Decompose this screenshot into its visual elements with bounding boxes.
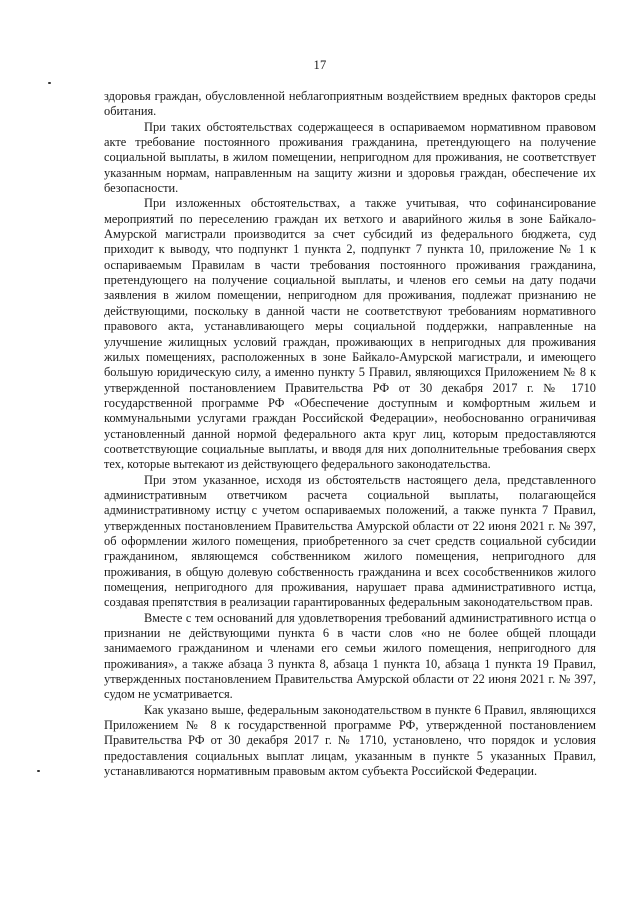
paragraph: При этом указанное, исходя из обстоятельств настоящего дела, представленного административным ответчиком расчета социальной выплаты, полагающейся административному истцу с учетом оспариваемых положений, а также пункта 7 Правил, утвержденных постановлением Правительства Амурской области от 22 июня 2021 г. № 397, об оформлении жилого помещения, приобретенного за счет средств социальной субсидии гражданином, являющемся собственником жилого помещения, непригодного для проживания, в общую долевую собственность гражданина и всех сособственников жилого помещения, непригодного для проживания, нарушает права административного истца, создавая препятствия в реализации гарантированных федеральным законодательством прав. — [104, 472, 596, 610]
scan-mark-bottom — [37, 770, 40, 772]
page-number: 17 — [313, 58, 327, 72]
document-body — [104, 89, 596, 779]
paragraph-continuation: здоровья граждан, обусловленной неблагоприятным воздействием вредных факторов среды обитания. — [104, 89, 596, 119]
paragraph: Вместе с тем оснований для удовлетворения требований административного истца о признании не действующими пункта 6 в части слов «но не более общей площади занимаемого гражданином и членами его семьи жилого помещения, непригодного для проживания», а также абзаца 3 пункта 8, абзаца 1 пункта 10, абзаца 1 пункта 19 Правил, утвержденных постановлением Правительства Амурской области от 22 июня 2021 г. № 397, судом не усматривается. — [104, 610, 596, 702]
scan-mark-top — [48, 82, 51, 84]
paragraph: Как указано выше, федеральным законодательством в пункте 6 Правил, являющихся Приложением № 8 к государственной программе РФ, утвержденной постановлением Правительства РФ от 30 декабря 2017 г. № 1710, установлено, что порядок и условия предоставления социальных выплат лицам, указанным в пункте 5 указанных Правил, устанавливаются нормативным правовым актом субъекта Российской Федерации. — [104, 702, 596, 779]
paragraph: При таких обстоятельствах содержащееся в оспариваемом нормативном правовом акте требование постоянного проживания гражданина, претендующего на получение социальной выплаты, в жилом помещении, непригодном для проживания, не соответствует указанным нормам, направленным на защиту жизни и здоровья граждан, обеспечение их безопасности. — [104, 119, 596, 196]
paragraph: При изложенных обстоятельствах, а также учитывая, что софинансирование мероприятий по переселению граждан их ветхого и аварийного жилья в зоне Байкало-Амурской магистрали производится за счет субсидий из федерального бюджета, суд приходит к выводу, что подпункт 1 пункта 2, подпункт 7 пункта 10, приложение № 1 к оспариваемым Правилам в части требования постоянного проживания гражданина, претендующего на получение социальной выплаты, и членов его семьи на дату подачи заявления в жилом помещении, непригодном для проживания, подлежат признанию не действующими, поскольку в данной части не соответствуют требованиям нормативного правового акта, устанавливающего меры социальной поддержки, направленные на улучшение жилищных условий граждан, проживающих в непригодных для проживания жилых помещениях, расположенных в зоне Байкало-Амурской магистрали, и имеющего большую юридическую силу, а именно пункту 5 Правил, являющихся Приложением № 8 к утвержденной постановлением Правительства РФ от 30 декабря 2017 г. № 1710 государственной программе РФ «Обеспечение доступным и комфортным жильем и коммунальными услугами граждан Российской Федерации», необоснованно ограничивая установленный данной нормой федерального акта круг лиц, которым предоставляются соответствующие социальные выплаты, и вводя для них дополнительные требования сверх тех, которые вытекают из действующего федерального законодательства. — [104, 196, 596, 472]
